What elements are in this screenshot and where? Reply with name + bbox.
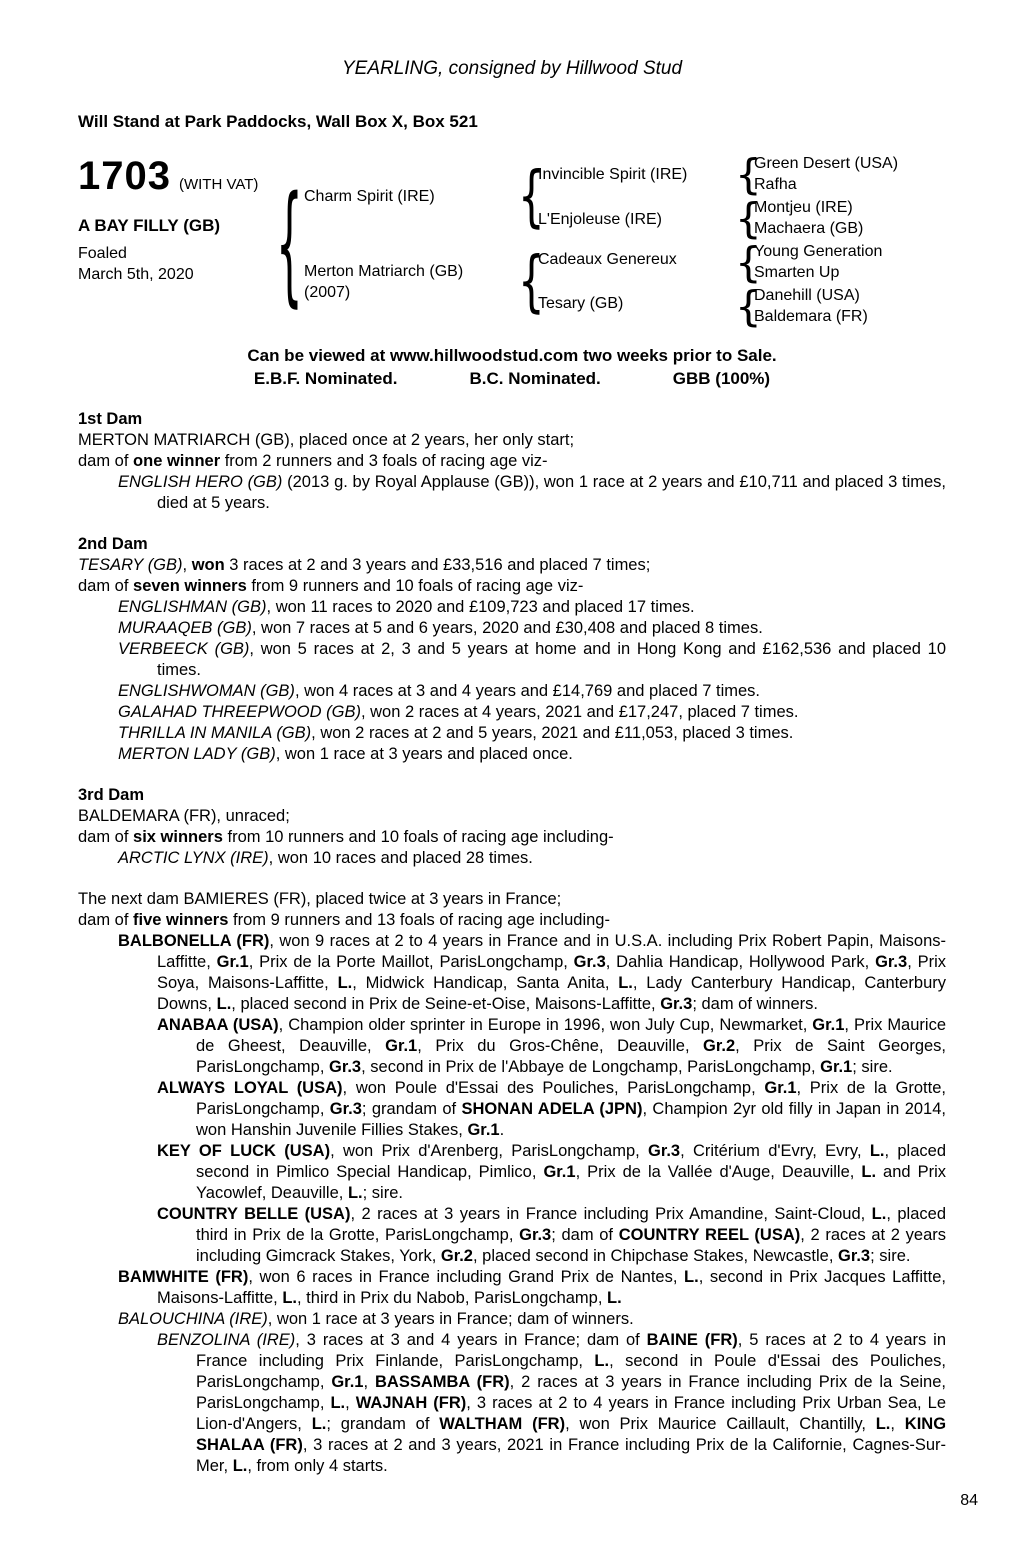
nomination-gbb: GBB (100%) bbox=[672, 369, 771, 388]
text-segment: MERTON MATRIARCH (GB), placed once at 2 years, her only start; bbox=[78, 431, 575, 449]
text-segment: , Champion older sprinter in Europe in 1996, won July Cup, Newmarket, bbox=[278, 1016, 813, 1034]
text-segment: Gr.3 bbox=[329, 1058, 362, 1076]
text-segment: seven winners bbox=[133, 577, 247, 595]
text-segment: , won 6 races in France including Grand Prix de Nantes, bbox=[248, 1268, 685, 1286]
great-grandparent-3: Montjeu (IRE) bbox=[754, 199, 853, 216]
text-segment: The next dam BAMIERES (FR), placed twice at 3 years in France; bbox=[78, 890, 562, 908]
text-segment: , won 1 race at 3 years and placed once. bbox=[275, 745, 573, 763]
text-segment: , won 7 races at 5 and 6 years, 2020 and £30,408 and placed 8 times. bbox=[251, 619, 763, 637]
text-segment: , Prix de Saint Georges, ParisLongchamp, bbox=[196, 1037, 947, 1076]
text-segment: , 3 races at 2 and 3 years, 2021 in France including Prix de la Californie, Cagnes-Sur-Mer, bbox=[196, 1436, 946, 1475]
pedigree-brace-g3-2: { bbox=[735, 194, 762, 243]
great-grandparent-4: Machaera (GB) bbox=[754, 220, 864, 237]
text-segment: L. bbox=[871, 1205, 887, 1223]
foaled-label: Foaled bbox=[78, 245, 127, 262]
text-segment: ; dam of winners. bbox=[692, 995, 818, 1013]
grandsire-dam: Cadeaux Genereux bbox=[538, 251, 677, 268]
text-segment: Gr.1 bbox=[820, 1058, 853, 1076]
dam-year: (2007) bbox=[304, 284, 351, 301]
body-paragraph bbox=[78, 639, 946, 681]
text-segment: BALOUCHINA (IRE) bbox=[118, 1310, 268, 1328]
text-segment: , placed second in Prix de Seine-et-Oise, Maisons-Laffitte, bbox=[231, 995, 661, 1013]
text-segment: WALTHAM (FR) bbox=[439, 1415, 566, 1433]
lot-vat-note: (WITH VAT) bbox=[178, 176, 259, 193]
body-paragraph bbox=[78, 1204, 946, 1267]
body-paragraph bbox=[78, 555, 946, 576]
lot-number: 1703 bbox=[78, 154, 171, 198]
text-segment: BAINE (FR) bbox=[646, 1331, 738, 1349]
text-segment: , Prix de la Vallée d'Auge, Deauville, bbox=[575, 1163, 862, 1181]
text-segment: Gr.3 bbox=[648, 1142, 681, 1160]
section-heading bbox=[78, 409, 946, 430]
foaled-date: March 5th, 2020 bbox=[78, 266, 194, 283]
text-segment: , placed second in Chipchase Stakes, Newcastle, bbox=[472, 1247, 838, 1265]
text-segment: , bbox=[363, 1373, 375, 1391]
text-segment: , 2 races at 3 years in France including Prix de la Seine, ParisLongchamp, bbox=[196, 1373, 946, 1412]
text-segment: , won 11 races to 2020 and £109,723 and placed 17 times. bbox=[266, 598, 695, 616]
text-segment: Gr.1 bbox=[764, 1079, 797, 1097]
text-segment: , won 1 race at 3 years in France; dam of winners. bbox=[267, 1310, 634, 1328]
text-segment: , Dahlia Handicap, Hollywood Park, bbox=[605, 953, 876, 971]
text-segment: , Critérium d'Evry, Evry, bbox=[680, 1142, 870, 1160]
viewing-notice: Can be viewed at www.hillwoodstud.com two weeks prior to Sale. bbox=[247, 346, 777, 365]
text-segment: , second in Poule d'Essai des Pouliches, ParisLongchamp, bbox=[196, 1352, 947, 1391]
body-paragraph bbox=[78, 931, 946, 1015]
lot-description: A BAY FILLY (GB) bbox=[78, 216, 221, 235]
text-segment: GALAHAD THREEPWOOD (GB) bbox=[118, 703, 361, 721]
text-segment: L. bbox=[347, 1184, 363, 1202]
text-segment: ; sire. bbox=[852, 1058, 893, 1076]
text-segment: , bbox=[182, 556, 192, 574]
stand-location: Will Stand at Park Paddocks, Wall Box X, Box 521 bbox=[78, 112, 478, 131]
text-segment: MURAAQEB (GB) bbox=[118, 619, 252, 637]
text-segment: , won 9 races at 2 to 4 years in France and in U.S.A. including Prix Robert Papin, Maisons-Laffitte, bbox=[157, 932, 946, 971]
text-segment: Gr.3 bbox=[573, 953, 606, 971]
text-segment: , from only 4 starts. bbox=[247, 1457, 388, 1475]
text-segment: , second in Prix Jacques Laffitte, Maisons-Laffitte, bbox=[157, 1268, 946, 1307]
nomination-ebf: E.B.F. Nominated. bbox=[253, 369, 398, 388]
text-segment: , won 2 races at 2 and 5 years, 2021 and £11,053, placed 3 times. bbox=[311, 724, 794, 742]
text-segment: THRILLA IN MANILA (GB) bbox=[118, 724, 312, 742]
text-segment: , 2 races at 2 years including Gimcrack Stakes, York, bbox=[196, 1226, 947, 1265]
text-segment: , 3 races at 2 to 4 years in France including Prix Urban Sea, Le Lion-d'Angers, bbox=[196, 1394, 946, 1433]
text-segment: one winner bbox=[133, 452, 221, 470]
text-segment: Gr.3 bbox=[838, 1247, 871, 1265]
text-segment: L. bbox=[232, 1457, 248, 1475]
text-segment: and Prix Yacowlef, Deauville, bbox=[196, 1163, 946, 1202]
text-segment: TESARY (GB) bbox=[78, 556, 183, 574]
nomination-bc: B.C. Nominated. bbox=[469, 369, 601, 388]
text-segment: five winners bbox=[133, 911, 229, 929]
text-segment: Gr.2 bbox=[440, 1247, 473, 1265]
text-segment: , Prix Maurice de Gheest, Deauville, bbox=[196, 1016, 946, 1055]
text-segment: L. bbox=[607, 1289, 622, 1307]
text-segment: 2nd Dam bbox=[78, 535, 148, 553]
body-paragraph bbox=[78, 744, 946, 765]
text-segment: BENZOLINA (IRE) bbox=[157, 1331, 296, 1349]
text-segment: L. bbox=[875, 1415, 891, 1433]
text-segment: , Prix du Gros-Chêne, Deauville, bbox=[417, 1037, 704, 1055]
text-segment: L. bbox=[618, 974, 633, 992]
body-paragraph bbox=[78, 451, 946, 472]
body-paragraph bbox=[78, 848, 946, 869]
body-paragraph bbox=[78, 1330, 946, 1477]
text-segment: Gr.1 bbox=[216, 953, 249, 971]
body-paragraph bbox=[78, 910, 946, 931]
text-segment: L. bbox=[869, 1142, 885, 1160]
text-segment: Gr.1 bbox=[812, 1016, 845, 1034]
text-segment: , 2 races at 3 years in France including Prix Amandine, Saint-Cloud, bbox=[350, 1205, 872, 1223]
text-segment: L. bbox=[337, 974, 353, 992]
text-segment: dam of bbox=[78, 577, 134, 595]
text-segment: Gr.1 bbox=[385, 1037, 418, 1055]
text-segment: L. bbox=[330, 1394, 346, 1412]
text-segment: L. bbox=[311, 1415, 327, 1433]
text-segment: , 5 races at 2 to 4 years in France including Prix Finlande, ParisLongchamp, bbox=[196, 1331, 947, 1370]
text-segment: BALBONELLA (FR) bbox=[118, 932, 270, 950]
page-title: YEARLING, consigned by Hillwood Stud bbox=[341, 58, 683, 79]
text-segment: Gr.3 bbox=[519, 1226, 552, 1244]
pedigree-block bbox=[78, 150, 946, 338]
text-segment: ; sire. bbox=[362, 1184, 403, 1202]
body-paragraph bbox=[78, 472, 946, 514]
text-segment: , won 4 races at 3 and 4 years and £14,769 and placed 7 times. bbox=[294, 682, 760, 700]
text-segment: MERTON LADY (GB) bbox=[118, 745, 276, 763]
text-segment: ; dam of bbox=[551, 1226, 619, 1244]
text-segment: , Midwick Handicap, Santa Anita, bbox=[352, 974, 619, 992]
body-paragraph bbox=[78, 597, 946, 618]
pedigree-brace-dam-side: { bbox=[518, 241, 545, 320]
text-segment: BAMWHITE (FR) bbox=[118, 1268, 249, 1286]
pedigree-brace-gen1: { bbox=[276, 167, 303, 320]
body-paragraph bbox=[78, 702, 946, 723]
text-segment: , won Prix Maurice Caillault, Chantilly, bbox=[565, 1415, 876, 1433]
text-segment: dam of bbox=[78, 911, 134, 929]
text-segment: WAJNAH (FR) bbox=[355, 1394, 467, 1412]
text-segment: ENGLISHMAN (GB) bbox=[118, 598, 267, 616]
text-segment: L. bbox=[216, 995, 232, 1013]
text-segment: , won Poule d'Essai des Pouliches, ParisLongchamp, bbox=[342, 1079, 765, 1097]
text-segment: (2013 g. by Royal Applause (GB)), won 1 race at 2 years and £10,711 and placed 3 times, died at 5 years. bbox=[157, 473, 947, 512]
body-paragraph bbox=[78, 723, 946, 744]
text-segment: , Prix de la Porte Maillot, ParisLongchamp, bbox=[248, 953, 574, 971]
body-paragraph bbox=[78, 806, 946, 827]
lot-header bbox=[78, 156, 258, 196]
text-segment: L. bbox=[861, 1163, 877, 1181]
body-paragraph bbox=[78, 1309, 946, 1330]
text-segment: ; sire. bbox=[870, 1247, 911, 1265]
text-segment: COUNTRY REEL (USA) bbox=[618, 1226, 801, 1244]
text-segment: L. bbox=[594, 1352, 610, 1370]
text-segment: ENGLISHWOMAN (GB) bbox=[118, 682, 295, 700]
text-segment: KEY OF LUCK (USA) bbox=[157, 1142, 331, 1160]
text-segment: won bbox=[191, 556, 225, 574]
great-grandparent-1: Green Desert (USA) bbox=[754, 155, 899, 172]
body-paragraph bbox=[78, 576, 946, 597]
text-segment: 1st Dam bbox=[78, 410, 143, 428]
section-heading bbox=[78, 785, 946, 806]
text-segment: ANABAA (USA) bbox=[157, 1016, 279, 1034]
great-grandparent-2: Rafha bbox=[754, 176, 797, 193]
text-segment: BASSAMBA (FR) bbox=[374, 1373, 510, 1391]
text-segment: 3 races at 2 and 3 years and £33,516 and placed 7 times; bbox=[224, 556, 651, 574]
body-paragraph bbox=[78, 618, 946, 639]
text-segment: , second in Prix de l'Abbaye de Longchamp, ParisLongchamp, bbox=[361, 1058, 821, 1076]
text-segment: , won 10 races and placed 28 times. bbox=[268, 849, 533, 867]
body-paragraph bbox=[78, 1141, 946, 1204]
text-segment: , won Prix d'Arenberg, ParisLongchamp, bbox=[330, 1142, 648, 1160]
text-segment: COUNTRY BELLE (USA) bbox=[157, 1205, 351, 1223]
text-segment: , third in Prix du Nabob, ParisLongchamp, bbox=[297, 1289, 608, 1307]
pedigree-brace-g3-3: { bbox=[735, 238, 762, 287]
text-segment: Gr.3 bbox=[660, 995, 693, 1013]
text-segment: , won 2 races at 4 years, 2021 and £17,247, placed 7 times. bbox=[360, 703, 799, 721]
text-segment: ARCTIC LYNX (IRE) bbox=[118, 849, 269, 867]
dam-name: Merton Matriarch (GB) bbox=[304, 263, 464, 280]
granddam-sire: L'Enjoleuse (IRE) bbox=[538, 211, 662, 228]
text-segment: L. bbox=[282, 1289, 298, 1307]
grandsire-sire: Invincible Spirit (IRE) bbox=[538, 166, 688, 183]
pedigree-brace-sire-side: { bbox=[518, 156, 545, 235]
great-grandparent-5: Young Generation bbox=[754, 243, 883, 260]
body-paragraph bbox=[78, 827, 946, 848]
text-segment: SHONAN ADELA (JPN) bbox=[461, 1100, 643, 1118]
text-segment: Gr.3 bbox=[329, 1100, 362, 1118]
great-grandparent-6: Smarten Up bbox=[754, 264, 840, 281]
body-paragraph bbox=[78, 889, 946, 910]
body-paragraph bbox=[78, 430, 946, 451]
body-paragraph bbox=[78, 1015, 946, 1078]
pedigree-brace-g3-1: { bbox=[735, 150, 762, 199]
body-paragraph bbox=[78, 1267, 946, 1309]
page-number: 84 bbox=[960, 1492, 978, 1509]
section-heading bbox=[78, 534, 946, 555]
text-segment: , bbox=[345, 1394, 356, 1412]
text-segment: Gr.2 bbox=[703, 1037, 736, 1055]
text-segment: BALDEMARA (FR), unraced; bbox=[78, 807, 290, 825]
sire-name: Charm Spirit (IRE) bbox=[304, 188, 435, 205]
text-segment: , placed third in Prix de la Grotte, ParisLongchamp, bbox=[196, 1205, 946, 1244]
great-grandparent-7: Danehill (USA) bbox=[754, 287, 860, 304]
text-segment: , bbox=[890, 1415, 905, 1433]
text-segment: Gr.1 bbox=[331, 1373, 364, 1391]
text-segment: ; grandam of bbox=[361, 1100, 462, 1118]
text-segment: six winners bbox=[133, 828, 223, 846]
text-segment: , Prix de la Grotte, ParisLongchamp, bbox=[196, 1079, 946, 1118]
text-segment: Gr.1 bbox=[543, 1163, 576, 1181]
text-segment: , Lady Canterbury Handicap, Canterbury Downs, bbox=[157, 974, 946, 1013]
text-segment: VERBEECK (GB) bbox=[118, 640, 250, 658]
text-segment: , 3 races at 3 and 4 years in France; dam of bbox=[295, 1331, 647, 1349]
body-paragraph bbox=[78, 1078, 946, 1141]
text-segment: , placed second in Pimlico Special Handicap, Pimlico, bbox=[196, 1142, 946, 1181]
text-segment: from 9 runners and 13 foals of racing age including- bbox=[228, 911, 610, 929]
text-segment: L. bbox=[684, 1268, 699, 1286]
text-segment: ALWAYS LOYAL (USA) bbox=[157, 1079, 343, 1097]
text-segment: Gr.3 bbox=[875, 953, 908, 971]
text-segment: , Champion 2yr old filly in Japan in 2014, won Hanshin Juvenile Fillies Stakes, bbox=[196, 1100, 946, 1139]
pedigree-brace-g3-4: { bbox=[735, 282, 762, 331]
text-segment: from 10 runners and 10 foals of racing age including- bbox=[222, 828, 614, 846]
text-segment: , won 5 races at 2, 3 and 5 years at home and in Hong Kong and £162,536 and placed 10 times. bbox=[157, 640, 946, 679]
text-segment: , Prix Soya, Maisons-Laffitte, bbox=[157, 953, 946, 992]
granddam-dam: Tesary (GB) bbox=[538, 295, 624, 312]
body-paragraph bbox=[78, 681, 946, 702]
text-segment: Gr.1 bbox=[467, 1121, 500, 1139]
text-segment: from 9 runners and 10 foals of racing age viz- bbox=[246, 577, 584, 595]
pedigree-text bbox=[78, 409, 946, 1477]
text-segment: 3rd Dam bbox=[78, 786, 145, 804]
text-segment: from 2 runners and 3 foals of racing age viz- bbox=[220, 452, 548, 470]
text-segment: dam of bbox=[78, 452, 134, 470]
text-segment: KING SHALAA (FR) bbox=[196, 1415, 947, 1454]
text-segment: dam of bbox=[78, 828, 134, 846]
text-segment: ; grandam of bbox=[326, 1415, 440, 1433]
nominations-line bbox=[78, 369, 946, 389]
text-segment: . bbox=[499, 1121, 505, 1139]
text-segment: ENGLISH HERO (GB) bbox=[118, 473, 283, 491]
great-grandparent-8: Baldemara (FR) bbox=[754, 308, 868, 325]
